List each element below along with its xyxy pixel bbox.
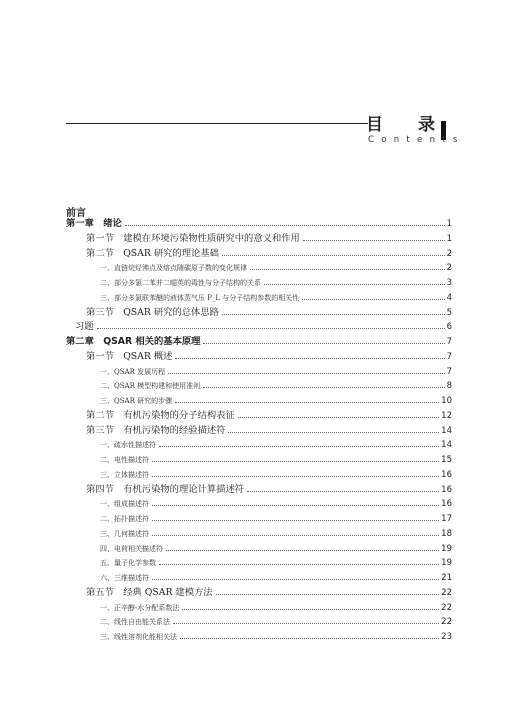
dot-leader xyxy=(152,520,439,521)
dot-leader xyxy=(203,343,444,344)
dot-leader xyxy=(152,461,439,462)
toc-entry-title: 三、部分多氯联苯醚的液体蒸气压 P_L 与分子结构参数的相关性 xyxy=(100,293,300,302)
toc-title-char-1: 目 xyxy=(366,115,384,135)
toc-entry[interactable] xyxy=(100,364,452,377)
toc-title-char-2: 录 xyxy=(418,115,435,135)
dot-leader xyxy=(238,417,439,418)
toc-entry[interactable] xyxy=(100,393,452,406)
toc-entry-title: 第三节 QSAR 研究的总体思路 xyxy=(86,306,219,318)
dot-leader xyxy=(182,609,439,610)
toc-entry-page: 19 xyxy=(441,558,452,569)
toc-entry-page: 3 xyxy=(446,278,452,288)
toc-entry-title: 六、三维描述符 xyxy=(100,574,149,582)
toc-entry[interactable] xyxy=(86,349,452,362)
dot-leader xyxy=(173,623,439,624)
toc-entry-title: 三、几何描述符 xyxy=(100,529,149,538)
toc-entry-page: 2 xyxy=(446,263,452,274)
toc-entry-page: 22 xyxy=(441,617,452,628)
toc-entry[interactable] xyxy=(86,423,452,436)
toc-entry-title: 二、拓扑描述符 xyxy=(100,515,149,523)
toc-entry-title: 三、立体描述符 xyxy=(100,470,149,479)
toc-entry[interactable] xyxy=(86,482,452,495)
toc-entry-title: 第二节 有机污染物的分子结构表征 xyxy=(86,409,235,421)
dot-leader xyxy=(97,328,445,329)
toc-entry-title: 第一章 绪论 xyxy=(66,218,122,229)
toc-entry[interactable] xyxy=(100,555,452,568)
toc-entry-page: 10 xyxy=(441,396,452,406)
dot-leader xyxy=(152,476,439,477)
toc-entry-page: 8 xyxy=(446,381,452,392)
toc-entry-page: 6 xyxy=(446,322,452,333)
toc-entry[interactable] xyxy=(100,541,452,554)
toc-entry[interactable] xyxy=(100,511,452,524)
dot-leader xyxy=(175,358,444,359)
toc-entry-page: 22 xyxy=(441,587,452,598)
toc-entry-title: 三、线性溶剂化能相关法 xyxy=(100,633,177,641)
dot-leader xyxy=(303,240,445,241)
toc-entry[interactable] xyxy=(100,526,452,539)
toc-entry-page: 1 xyxy=(446,233,452,244)
dot-leader xyxy=(152,505,439,506)
toc-entry[interactable] xyxy=(100,629,452,642)
dot-leader xyxy=(152,535,439,536)
toc-entry-title: 一、正辛醇-水分配系数法 xyxy=(100,603,180,612)
dot-leader xyxy=(159,564,439,565)
toc-entry-page: 1 xyxy=(446,219,452,229)
toc-entry-page: 5 xyxy=(446,307,452,318)
dot-leader xyxy=(125,225,445,226)
toc-entry[interactable] xyxy=(100,570,452,583)
toc-entry-title: 第三节 有机污染物的经验描述符 xyxy=(86,424,226,436)
toc-entry-page: 15 xyxy=(441,455,452,465)
preface-heading[interactable]: 前言 xyxy=(66,208,86,219)
toc-entry-page: 14 xyxy=(441,440,452,451)
dot-leader xyxy=(175,402,439,403)
toc-entry-title: 第一节 QSAR 概述 xyxy=(86,350,173,362)
toc-entry[interactable] xyxy=(86,585,452,598)
toc-entry-page: 23 xyxy=(441,632,452,642)
toc-entry-title: 第二节 QSAR 研究的理论基础 xyxy=(86,247,219,259)
toc-entry-title: 第四节 有机污染物的理论计算描述符 xyxy=(86,483,245,495)
header-rule xyxy=(66,123,368,124)
toc-entry-page: 7 xyxy=(446,337,452,347)
toc-entry[interactable] xyxy=(100,467,452,480)
toc-entry-title: 第二章 QSAR 相关的基本原理 xyxy=(66,336,201,347)
toc-entry[interactable] xyxy=(75,319,452,332)
dot-leader xyxy=(166,550,439,551)
toc-entry-page: 16 xyxy=(441,499,452,510)
toc-entry[interactable] xyxy=(100,260,452,273)
toc-entry-page: 14 xyxy=(441,425,452,436)
toc-entry-title: 二、部分多氯二苯并二噁英的毒性与分子结构的关系 xyxy=(100,279,261,287)
toc-entry-title: 一、组成描述符 xyxy=(100,500,149,509)
toc-entry[interactable] xyxy=(86,231,452,244)
contents-subtitle: C o n t e n t s xyxy=(368,135,460,145)
toc-entry[interactable] xyxy=(100,437,452,450)
toc-entry-page: 4 xyxy=(446,292,452,303)
toc-entry[interactable] xyxy=(66,334,452,347)
toc-entry-title: 一、QSAR 发展历程 xyxy=(100,367,166,376)
toc-entry-page: 7 xyxy=(446,366,452,377)
dot-leader xyxy=(216,594,440,595)
toc-entry-title: 第一节 建模在环境污染物性质研究中的意义和作用 xyxy=(86,232,300,244)
toc-entry[interactable] xyxy=(100,378,452,391)
toc-entry[interactable] xyxy=(100,496,452,509)
toc-entry-title: 二、电性描述符 xyxy=(100,456,149,464)
toc-entry[interactable] xyxy=(100,614,452,627)
toc-entry[interactable] xyxy=(86,246,452,259)
toc-entry[interactable] xyxy=(100,600,452,613)
toc-entry[interactable] xyxy=(86,408,452,421)
dot-leader xyxy=(250,269,445,270)
toc-entry-title: 第五节 经典 QSAR 建模方法 xyxy=(86,586,213,598)
toc-entry-page: 22 xyxy=(441,602,452,613)
toc-entry-page: 12 xyxy=(441,410,452,421)
dot-leader xyxy=(222,255,445,256)
toc-entry-page: 2 xyxy=(446,248,452,259)
toc-entry-title: 三、QSAR 研究的步骤 xyxy=(100,397,173,405)
toc-entry-page: 19 xyxy=(441,543,452,554)
dot-leader xyxy=(228,432,439,433)
toc-entry[interactable] xyxy=(66,216,452,229)
dot-leader xyxy=(180,638,439,639)
toc-entry-page: 16 xyxy=(441,469,452,480)
toc-entry-page: 16 xyxy=(441,484,452,495)
toc-entry[interactable] xyxy=(100,275,452,288)
toc-entry[interactable] xyxy=(100,290,452,303)
dot-leader xyxy=(152,579,439,580)
dot-leader xyxy=(264,284,445,285)
toc-entry-page: 17 xyxy=(441,514,452,524)
dot-leader xyxy=(159,446,439,447)
toc-entry-page: 21 xyxy=(441,573,452,583)
dot-leader xyxy=(168,373,444,374)
dot-leader xyxy=(247,491,439,492)
toc-entry-title: 二、QSAR 模型构建和使用准则 xyxy=(100,382,201,391)
toc-entry-page: 18 xyxy=(441,528,452,539)
toc-entry-title: 四、电荷相关描述符 xyxy=(100,544,163,553)
toc-entry-title: 一、疏水性描述符 xyxy=(100,441,156,450)
toc-entry-title: 五、量子化学参数 xyxy=(100,559,156,568)
dot-leader xyxy=(302,299,444,300)
toc-entry-title: 二、线性自由能关系法 xyxy=(100,618,170,627)
toc-entry-title: 一、直链烷烃沸点及熔点随碳原子数的变化规律 xyxy=(100,264,247,273)
toc-entry-title: 习题 xyxy=(75,321,94,333)
toc-entry[interactable] xyxy=(100,452,452,465)
dot-leader xyxy=(203,387,444,388)
toc-entry-page: 7 xyxy=(446,351,452,362)
toc-entry[interactable] xyxy=(86,305,452,318)
dot-leader xyxy=(222,314,445,315)
